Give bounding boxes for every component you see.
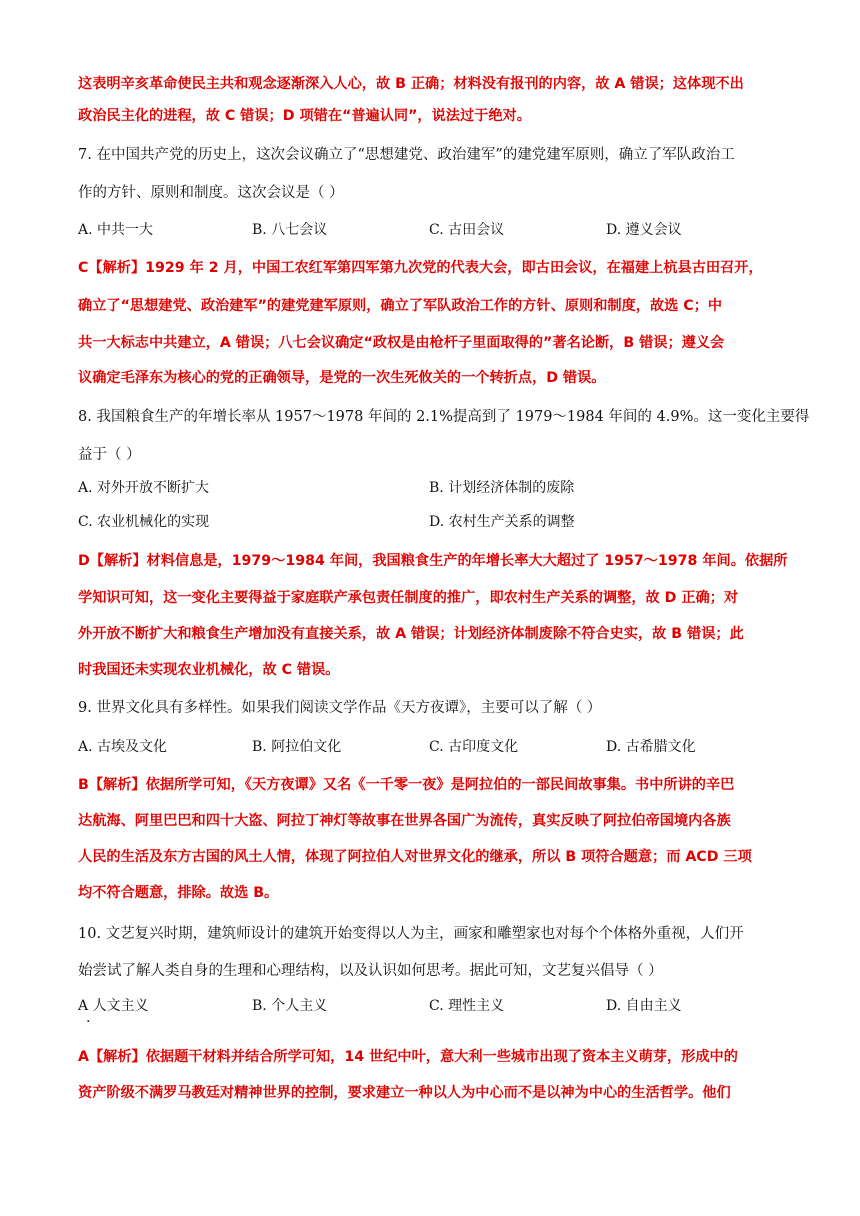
question-10-answer: A【解析】依据题干材料并结合所学可知，14 世纪中叶，意大利一些城市出现了资本主义萌芽，形成中的 xyxy=(78,1049,738,1065)
question-7-answer: 确立了“思想建党、政治建军”的建党建军原则，确立了军队政治工作的方针、原则和制度，故选 C；中 xyxy=(78,298,723,314)
question-8-options xyxy=(78,478,798,498)
question-7-answer: C【解析】1929 年 2 月，中国工农红军第四军第九次党的代表大会，即古田会议，在福建上杭县古田召开， xyxy=(78,260,763,276)
question-7-text: 作的方针、原则和制度。这次会议是（ ） xyxy=(78,185,344,201)
question-10-text: 10. 文艺复兴时期，建筑师设计的建筑开始变得以人为主，画家和雕塑家也对每个个体格外重视，人们开 xyxy=(78,926,744,942)
option-a: A. 古埃及文化 xyxy=(78,739,168,755)
question-8-answer: 学知识可知，这一变化主要得益于家庭联产承包责任制度的推广，即农村生产关系的调整，故 D 正确；对 xyxy=(78,590,739,606)
option-b: B. 阿拉伯文化 xyxy=(252,739,342,755)
option-c: C. 古田会议 xyxy=(429,222,505,238)
question-7-answer: 议确定毛泽东为核心的党的正确领导，是党的一次生死攸关的一个转折点，D 错误。 xyxy=(78,370,606,386)
option-b: B. 八七会议 xyxy=(252,222,328,238)
option-d: D. 自由主义 xyxy=(606,998,682,1014)
question-8-text: 益于（ ） xyxy=(78,447,141,463)
question-7-text: 7. 在中国共产党的历史上，这次会议确立了“思想建党、政治建军”的建党建军原则，确立了军队政治工 xyxy=(78,147,735,163)
question-8-text: 8. 我国粮食生产的年增长率从 1957～1978 年间的 2.1%提高到了 1979～1984 年间的 4.9%。这一变化主要得 xyxy=(78,409,810,425)
option-b: B. 计划经济体制的废除 xyxy=(429,480,575,496)
option-d: D. 遵义会议 xyxy=(606,222,682,238)
question-9-answer: 均不符合题意，排除。故选 B。 xyxy=(78,885,279,901)
question-9-answer: B【解析】依据所学可知，《天方夜谭》又名《一千零一夜》是阿拉伯的一部民间故事集。书中所讲的辛巴 xyxy=(78,777,735,793)
option-b: B. 个人主义 xyxy=(252,998,328,1014)
prev-answer-line: 政治民主化的进程，故 C 错误；D 项错在“普遍认同”，说法过于绝对。 xyxy=(78,108,531,124)
option-a: A 人文主义 xyxy=(78,998,149,1014)
question-8-options xyxy=(78,512,798,532)
option-a: A. 中共一大 xyxy=(78,222,154,238)
question-9-answer: 达航海、阿里巴巴和四十大盗、阿拉丁神灯等故事在世界各国广为流传，真实反映了阿拉伯帝国境内各族 xyxy=(78,813,731,829)
question-8-answer: 时我国还未实现农业机械化，故 C 错误。 xyxy=(78,662,340,678)
question-8-answer: D【解析】材料信息是，1979～1984 年间，我国粮食生产的年增长率大大超过了 1957～1978 年间。依据所 xyxy=(78,553,788,569)
option-d: D. 古希腊文化 xyxy=(606,739,696,755)
option-c: C. 理性主义 xyxy=(429,998,505,1014)
question-7-answer: 共一大标志中共建立，A 错误；八七会议确定“政权是由枪杆子里面取得的”著名论断，B 错误；遵义会 xyxy=(78,335,725,351)
option-a: A. 对外开放不断扩大 xyxy=(78,480,210,496)
question-8-answer: 外开放不断扩大和粮食生产增加没有直接关系，故 A 错误；计划经济体制废除不符合史实，故 B 错误；此 xyxy=(78,626,744,642)
question-9-text: 9. 世界文化具有多样性。如果我们阅读文学作品《天方夜谭》，主要可以了解（ ） xyxy=(78,700,602,716)
stray-dot: . xyxy=(86,1010,91,1026)
question-10-options xyxy=(78,996,798,1016)
option-c: C. 农业机械化的实现 xyxy=(78,514,210,530)
prev-answer-line: 这表明辛亥革命使民主共和观念逐渐深入人心，故 B 正确；材料没有报刊的内容，故 A 错误；这体现不出 xyxy=(78,76,744,92)
question-9-options xyxy=(78,737,798,757)
question-9-answer: 人民的生活及东方古国的风土人情，体现了阿拉伯人对世界文化的继承，所以 B 项符合题意；而 ACD 三项 xyxy=(78,849,752,865)
option-c: C. 古印度文化 xyxy=(429,739,519,755)
option-d: D. 农村生产关系的调整 xyxy=(429,514,575,530)
question-10-text: 始尝试了解人类自身的生理和心理结构，以及认识如何思考。据此可知，文艺复兴倡导（ ） xyxy=(78,963,663,979)
question-7-options xyxy=(78,220,798,240)
question-10-answer: 资产阶级不满罗马教廷对精神世界的控制，要求建立一种以人为中心而不是以神为中心的生活哲学。他们 xyxy=(78,1085,731,1101)
